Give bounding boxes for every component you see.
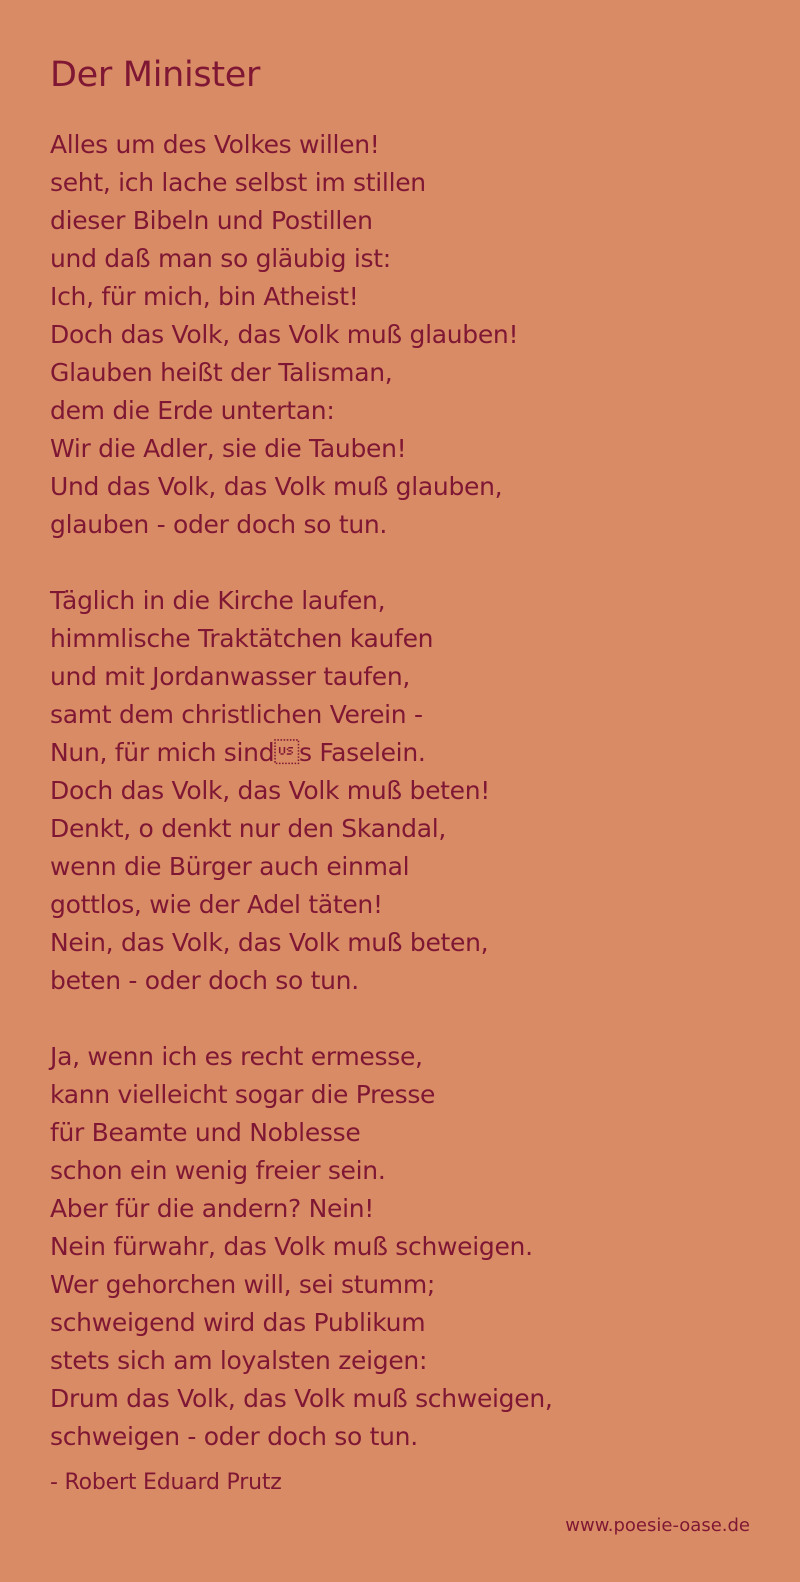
poem-line: schweigen - oder doch so tun. — [50, 1422, 418, 1451]
poem-line: für Beamte und Noblesse — [50, 1118, 361, 1147]
stanza-1 — [50, 126, 770, 544]
poem-line: Und das Volk, das Volk muß glauben, — [50, 472, 503, 501]
poem-body — [50, 126, 770, 1494]
poem-line: stets sich am loyalsten zeigen: — [50, 1346, 428, 1375]
poem-line: Drum das Volk, das Volk muß schweigen, — [50, 1384, 553, 1413]
poem-line: beten - oder doch so tun. — [50, 966, 359, 995]
poem-line: seht, ich lache selbst im stillen — [50, 168, 426, 197]
poem-line: Ja, wenn ich es recht ermesse, — [50, 1042, 423, 1071]
poem-line: dem die Erde untertan: — [50, 396, 335, 425]
poem-line: Glauben heißt der Talisman, — [50, 358, 393, 387]
poem-line: Nein, das Volk, das Volk muß beten, — [50, 928, 489, 957]
poem-line: schweigend wird das Publikum — [50, 1308, 426, 1337]
poem-line: und daß man so gläubig ist: — [50, 244, 391, 273]
poem-line: kann vielleicht sogar die Presse — [50, 1080, 436, 1109]
poem-line: schon ein wenig freier sein. — [50, 1156, 386, 1185]
poem-line: wenn die Bürger auch einmal — [50, 852, 410, 881]
poem-line: Denkt, o denkt nur den Skandal, — [50, 814, 447, 843]
poem-line: himmlische Traktätchen kaufen — [50, 624, 434, 653]
website-url: www.poesie-oase.de — [565, 1515, 750, 1536]
poem-line: Doch das Volk, das Volk muß glauben! — [50, 320, 519, 349]
poem-title: Der Minister — [50, 55, 261, 95]
poem-line: samt dem christlichen Verein - — [50, 700, 423, 729]
poem-line: und mit Jordanwasser taufen, — [50, 662, 411, 691]
poem-line: glauben - oder doch so tun. — [50, 510, 388, 539]
stanza-2 — [50, 582, 770, 1000]
poem-line: dieser Bibeln und Postillen — [50, 206, 373, 235]
poem-line: gottlos, wie der Adel täten! — [50, 890, 383, 919]
poem-line: Nun, für mich sind s Faselein. — [50, 738, 426, 767]
poem-line: Doch das Volk, das Volk muß beten! — [50, 776, 490, 805]
poem-line: Wer gehorchen will, sei stumm; — [50, 1270, 436, 1299]
poem-author: - Robert Eduard Prutz — [50, 1470, 282, 1495]
poem-line: Nein fürwahr, das Volk muß schweigen. — [50, 1232, 533, 1261]
poem-line: Aber für die andern? Nein! — [50, 1194, 374, 1223]
poem-line: Alles um des Volkes willen! — [50, 130, 380, 159]
stanza-3 — [50, 1038, 770, 1456]
poem-line: Täglich in die Kirche laufen, — [50, 586, 386, 615]
poem-line: Ich, für mich, bin Atheist! — [50, 282, 359, 311]
poem-line: Wir die Adler, sie die Tauben! — [50, 434, 407, 463]
